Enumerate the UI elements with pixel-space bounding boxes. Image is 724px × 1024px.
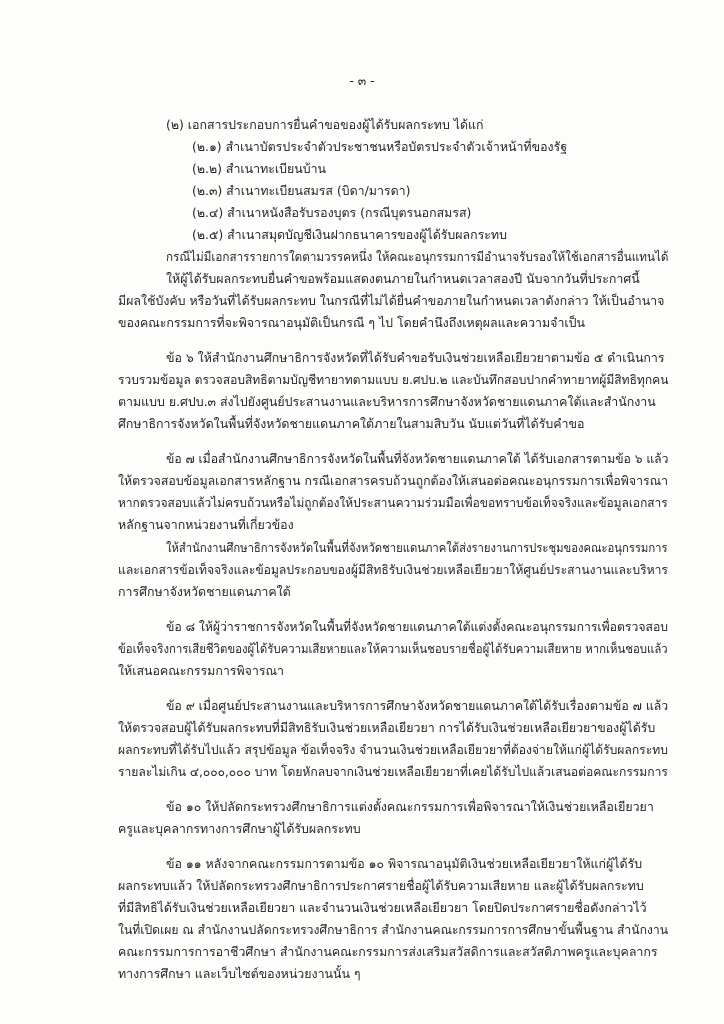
clause7b-line: และเอกสารข้อเท็จจริงและข้อมูลประกอบของผู้มีสิทธิรับเงินช่วยเหลือเยียวยาให้ศูนย์ประสานงานและบริหาร — [118, 562, 668, 577]
item2-heading: (๒) เอกสารประกอบการยื่นคำขอของผู้ได้รับผลกระทบ ได้แก่ — [166, 117, 484, 132]
page-number: - ๓ - — [349, 73, 375, 88]
item2-list-item: (๒.๓) สำเนาทะเบียนสมรส (บิดา/มารดา) — [192, 183, 411, 198]
clause10-line: ข้อ ๑๐ ให้ปลัดกระทรวงศึกษาธิการแต่งตั้งคณะกรรมการเพื่อพิจารณาให้เงินช่วยเหลือเยียวยา — [166, 799, 654, 814]
clause8-line: ให้เสนอคณะกรรมการพิจารณา — [118, 663, 284, 678]
clause9-line: ข้อ ๙ เมื่อศูนย์ประสานงานและบริหารการศึกษาจังหวัดชายแดนภาคใต้ได้รับเรื่องตามข้อ ๗ แล้ว — [166, 698, 669, 713]
clause6-line: ข้อ ๖ ให้สำนักงานศึกษาธิการจังหวัดที่ได้รับคำขอรับเงินช่วยเหลือเยียวยาตามข้อ ๕ ดำเนินการ — [166, 350, 665, 365]
clause10-line: ครูและบุคลากรทางการศึกษาผู้ได้รับผลกระทบ — [118, 821, 361, 836]
clause11-line: ทางการศึกษา และเว็บไซต์ของหน่วยงานนั้น ๆ — [118, 966, 361, 981]
item2-list-item: (๒.๒) สำเนาทะเบียนบ้าน — [192, 161, 327, 176]
clause9-line: รายละไม่เกิน ๔,๐๐๐,๐๐๐ บาท โดยหักลบจากเงินช่วยเหลือเยียวยาที่เคยได้รับไปแล้วเสนอต่อคณะกรรมการ — [118, 764, 668, 779]
clause6-line: ตามแบบ ย.ศปบ.๓ ส่งไปยังศูนย์ประสานงานและบริหารการศึกษาจังหวัดชายแดนภาคใต้และสำนักงาน — [118, 394, 656, 409]
clause11-line: ผลกระทบแล้ว ให้ปลัดกระทรวงศึกษาธิการประกาศรายชื่อผู้ได้รับความเสียหาย และผู้ได้รับผลกระทบ — [118, 878, 644, 893]
clause7-line: หลักฐานจากหน่วยงานที่เกี่ยวข้อง — [118, 517, 294, 532]
exception-line: ของคณะกรรมการที่จะพิจารณาอนุมัติเป็นกรณี ๆ ไป โดยคำนึงถึงเหตุผลและความจำเป็น — [118, 315, 585, 330]
clause7-line: ให้ตรวจสอบข้อมูลเอกสารหลักฐาน กรณีเอกสารครบถ้วนถูกต้องให้เสนอต่อคณะอนุกรรมการเพื่อพิจารณา — [118, 473, 669, 488]
item2-list-item: (๒.๕) สำเนาสมุดบัญชีเงินฝากธนาคารของผู้ได้รับผลกระทบ — [192, 227, 507, 242]
item2-list-item: (๒.๔) สำเนาหนังสือรับรองบุตร (กรณีบุตรนอกสมรส) — [192, 205, 472, 220]
clause7-line: หากตรวจสอบแล้วไม่ครบถ้วนหรือไม่ถูกต้องให้ประสานความร่วมมือเพื่อขอทราบข้อเท็จจริงและข้อมูลเอกสาร — [118, 495, 668, 510]
clause9-line: ให้ตรวจสอบผู้ได้รับผลกระทบที่มีสิทธิรับเงินช่วยเหลือเยียวยา การได้รับเงินช่วยเหลือเยียวยาของผู้ได้รับ — [118, 720, 656, 735]
clause9-line: ผลกระทบที่ได้รับไปแล้ว สรุปข้อมูล ข้อเท็จจริง จำนวนเงินช่วยเหลือเยียวยาที่ต้องจ่ายให้แก่ผู้ได้รับผลกระทบ — [118, 742, 668, 757]
clause7-line: ข้อ ๗ เมื่อสำนักงานศึกษาธิการจังหวัดในพื้นที่จังหวัดชายแดนภาคใต้ ได้รับเอกสารตามข้อ ๖ แล้ว — [166, 451, 669, 466]
clause7b-line: การศึกษาจังหวัดชายแดนภาคใต้ — [118, 584, 291, 599]
clause7b-line: ให้สำนักงานศึกษาธิการจังหวัดในพื้นที่จังหวัดชายแดนภาคใต้ส่งรายงานการประชุมของคณะอนุกรรมการ — [166, 540, 668, 555]
clause6-line: ศึกษาธิการจังหวัดในพื้นที่จังหวัดชายแดนภาคใต้ภายในสามสิบวัน นับแต่วันที่ได้รับคำขอ — [118, 416, 585, 431]
clause8-line: ข้อ ๘ ให้ผู้ว่าราชการจังหวัดในพื้นที่จังหวัดชายแดนภาคใต้แต่งตั้งคณะอนุกรรมการเพื่อตรวจสอบ — [166, 619, 669, 634]
clause11-line: ในที่เปิดเผย ณ สำนักงานปลัดกระทรวงศึกษาธิการ สำนักงานคณะกรรมการการศึกษาขั้นพื้นฐาน สำนักงาน — [118, 922, 669, 937]
exception-line: มีผลใช้บังคับ หรือวันที่ได้รับผลกระทบ ในกรณีที่ไม่ได้ยื่นคำขอภายในกำหนดเวลาดังกล่าว ให้เป็นอำนาจ — [118, 293, 665, 308]
item2-list-item: (๒.๑) สำเนาบัตรประจำตัวประชาชนหรือบัตรประจำตัวเจ้าหน้าที่ของรัฐ — [192, 139, 568, 154]
clause8-line: ข้อเท็จจริงการเสียชีวิตของผู้ได้รับความเสียหายและให้ความเห็นชอบรายชื่อผู้ได้รับความเสียหาย หากเห็นชอบแล้ว — [118, 641, 668, 656]
clause11-line: ที่มีสิทธิได้รับเงินช่วยเหลือเยียวยา และจำนวนเงินช่วยเหลือเยียวยา โดยปิดประกาศรายชื่อดังกล่าวไว้ — [118, 900, 647, 915]
exception-line: กรณีไม่มีเอกสารรายการใดตามวรรคหนึ่ง ให้คณะอนุกรรมการมีอำนาจรับรองให้ใช้เอกสารอื่นแทนได้ — [166, 249, 669, 264]
clause11-line: ข้อ ๑๑ หลังจากคณะกรรมการตามข้อ ๑๐ พิจารณาอนุมัติเงินช่วยเหลือเยียวยาให้แก่ผู้ได้รับ — [166, 856, 643, 871]
clause11-line: คณะกรรมการการอาชีวศึกษา สำนักงานคณะกรรมการส่งเสริมสวัสดิการและสวัสดิภาพครูและบุคลากร — [118, 944, 658, 959]
clause6-line: รวบรวมข้อมูล ตรวจสอบสิทธิตามบัญชีทายาทตามแบบ ย.ศปบ.๒ และบันทึกสอบปากคำทายาทผู้มีสิทธิทุกคน — [118, 372, 669, 387]
exception-line: ให้ผู้ได้รับผลกระทบยื่นคำขอพร้อมแสดงตนภายในกำหนดเวลาสองปี นับจากวันที่ประกาศนี้ — [166, 271, 640, 286]
